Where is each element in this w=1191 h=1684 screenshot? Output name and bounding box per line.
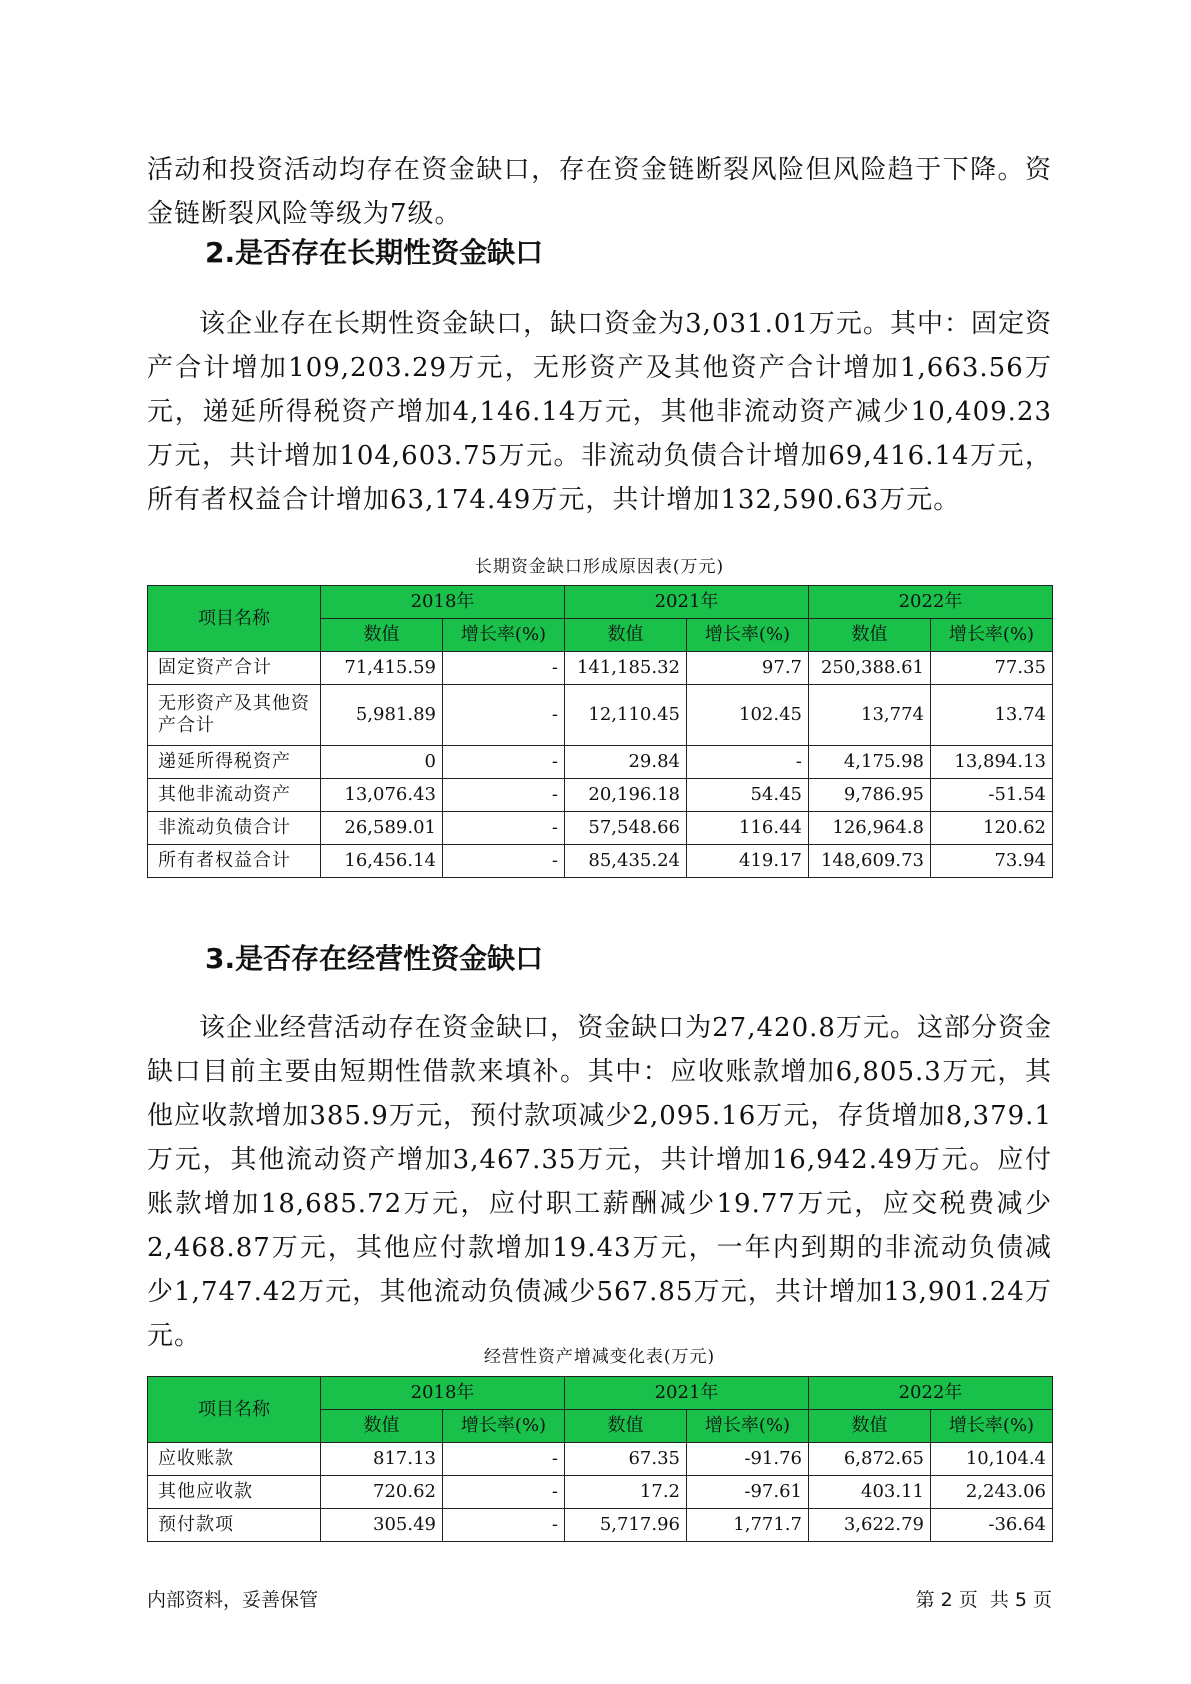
row-label: 预付款项: [148, 1509, 321, 1542]
cell-growth: 102.45: [687, 685, 809, 746]
cell-growth: 77.35: [931, 652, 1053, 685]
header-value: 数值: [321, 619, 443, 652]
table-caption-operating: 经营性资产增减变化表(万元): [483, 1347, 716, 1367]
cell-growth: -97.61: [687, 1476, 809, 1509]
section-heading-operating-gap: 3.是否存在经营性资金缺口: [205, 942, 544, 975]
cell-growth: 10,104.4: [931, 1443, 1053, 1476]
cell-growth: -: [443, 1476, 565, 1509]
table-row: [148, 685, 1053, 746]
paragraph-long-term-gap: 该企业存在长期性资金缺口，缺口资金为3,031.01万元。其中：固定资产合计增加109,203.29万元，无形资产及其他资产合计增加1,663.56万元，递延所得税资产增加4,146.14万元，其他非流动资产减少10,409.23万元，共计增加104,603.75万元。非流动负债合计增加69,416.14万元，所有者权益合计增加63,174.49万元，共计增加132,590.63万元。: [147, 309, 1052, 515]
cell-growth: 1,771.7: [687, 1509, 809, 1542]
cell-value: 29.84: [565, 746, 687, 779]
cell-value: 817.13: [321, 1443, 443, 1476]
header-value: 数值: [321, 1410, 443, 1443]
header-item-name: 项目名称: [148, 1377, 321, 1443]
row-label: 应收账款: [148, 1443, 321, 1476]
table-row: [148, 1443, 1053, 1476]
cell-growth: 419.17: [687, 845, 809, 878]
table-row: [148, 1509, 1053, 1542]
header-year-2018: 2018年: [321, 1377, 565, 1410]
paragraph-operating-gap: 该企业经营活动存在资金缺口，资金缺口为27,420.8万元。这部分资金缺口目前主要由短期性借款来填补。其中：应收账款增加6,805.3万元，其他应收款增加385.9万元，预付款项减少2,095.16万元，存货增加8,379.1万元，其他流动资产增加3,467.35万元，共计增加16,942.49万元。应付账款增加18,685.72万元，应付职工薪酬减少19.77万元，应交税费减少2,468.87万元，其他应付款增加19.43万元，一年内到期的非流动负债减少1,747.42万元，其他流动负债减少567.85万元，共计增加13,901.24万元。: [147, 1013, 1052, 1351]
operating-assets-table: [147, 1376, 1053, 1542]
cell-value: 403.11: [809, 1476, 931, 1509]
cell-value: 85,435.24: [565, 845, 687, 878]
cell-value: 0: [321, 746, 443, 779]
cell-growth: 2,243.06: [931, 1476, 1053, 1509]
cell-value: 5,717.96: [565, 1509, 687, 1542]
cell-value: 13,774: [809, 685, 931, 746]
cell-growth: -36.64: [931, 1509, 1053, 1542]
row-label: 非流动负债合计: [148, 812, 321, 845]
cell-value: 67.35: [565, 1443, 687, 1476]
header-year-2022: 2022年: [809, 1377, 1053, 1410]
header-value: 数值: [565, 1410, 687, 1443]
cell-growth: -: [443, 779, 565, 812]
cell-growth: 120.62: [931, 812, 1053, 845]
table-row: [148, 845, 1053, 878]
table-row: [148, 812, 1053, 845]
header-year-2021: 2021年: [565, 1377, 809, 1410]
header-value: 数值: [809, 1410, 931, 1443]
cell-growth: 13.74: [931, 685, 1053, 746]
cell-value: 720.62: [321, 1476, 443, 1509]
header-year-2022: 2022年: [809, 586, 1053, 619]
footer-confidential-note: 内部资料，妥善保管: [147, 1589, 319, 1611]
header-growth: 增长率(%): [931, 1410, 1053, 1443]
cell-growth: -51.54: [931, 779, 1053, 812]
cell-growth: -: [443, 812, 565, 845]
cell-growth: 97.7: [687, 652, 809, 685]
header-year-2021: 2021年: [565, 586, 809, 619]
paragraph-risk-summary: 活动和投资活动均存在资金缺口，存在资金链断裂风险但风险趋于下降。资金链断裂风险等级为7级。: [147, 155, 1052, 229]
cell-value: 305.49: [321, 1509, 443, 1542]
cell-growth: -: [443, 845, 565, 878]
cell-value: 6,872.65: [809, 1443, 931, 1476]
table-row: [148, 652, 1053, 685]
cell-growth: 73.94: [931, 845, 1053, 878]
cell-value: 16,456.14: [321, 845, 443, 878]
cell-growth: -: [443, 1509, 565, 1542]
cell-value: 126,964.8: [809, 812, 931, 845]
cell-value: 250,388.61: [809, 652, 931, 685]
cell-value: 20,196.18: [565, 779, 687, 812]
header-growth: 增长率(%): [687, 1410, 809, 1443]
table-caption-long-term: 长期资金缺口形成原因表(万元): [474, 557, 725, 577]
cell-value: 5,981.89: [321, 685, 443, 746]
header-value: 数值: [809, 619, 931, 652]
row-label: 所有者权益合计: [148, 845, 321, 878]
row-label: 其他应收款: [148, 1476, 321, 1509]
long-term-gap-table: [147, 585, 1053, 878]
cell-growth: -: [443, 746, 565, 779]
cell-growth: -: [687, 746, 809, 779]
cell-value: 26,589.01: [321, 812, 443, 845]
section-heading-long-term-gap: 2.是否存在长期性资金缺口: [205, 236, 544, 269]
table-row: [148, 1476, 1053, 1509]
header-value: 数值: [565, 619, 687, 652]
cell-value: 57,548.66: [565, 812, 687, 845]
table-row: [148, 746, 1053, 779]
cell-value: 13,076.43: [321, 779, 443, 812]
cell-value: 4,175.98: [809, 746, 931, 779]
cell-growth: -91.76: [687, 1443, 809, 1476]
table-header-row: [148, 586, 1053, 619]
cell-value: 141,185.32: [565, 652, 687, 685]
row-label: 其他非流动资产: [148, 779, 321, 812]
header-growth: 增长率(%): [931, 619, 1053, 652]
cell-growth: 116.44: [687, 812, 809, 845]
row-label: 递延所得税资产: [148, 746, 321, 779]
header-growth: 增长率(%): [687, 619, 809, 652]
cell-value: 17.2: [565, 1476, 687, 1509]
footer-page-number: 第 2 页 共 5 页: [915, 1589, 1052, 1611]
table-header-row: [148, 1377, 1053, 1410]
row-label: 固定资产合计: [148, 652, 321, 685]
header-growth: 增长率(%): [443, 619, 565, 652]
header-growth: 增长率(%): [443, 1410, 565, 1443]
cell-growth: -: [443, 652, 565, 685]
cell-growth: -: [443, 685, 565, 746]
cell-growth: 54.45: [687, 779, 809, 812]
row-label: 无形资产及其他资产合计: [148, 685, 321, 746]
header-year-2018: 2018年: [321, 586, 565, 619]
cell-value: 148,609.73: [809, 845, 931, 878]
cell-value: 9,786.95: [809, 779, 931, 812]
cell-growth: 13,894.13: [931, 746, 1053, 779]
cell-value: 3,622.79: [809, 1509, 931, 1542]
cell-growth: -: [443, 1443, 565, 1476]
table-row: [148, 779, 1053, 812]
header-item-name: 项目名称: [148, 586, 321, 652]
cell-value: 71,415.59: [321, 652, 443, 685]
cell-value: 12,110.45: [565, 685, 687, 746]
